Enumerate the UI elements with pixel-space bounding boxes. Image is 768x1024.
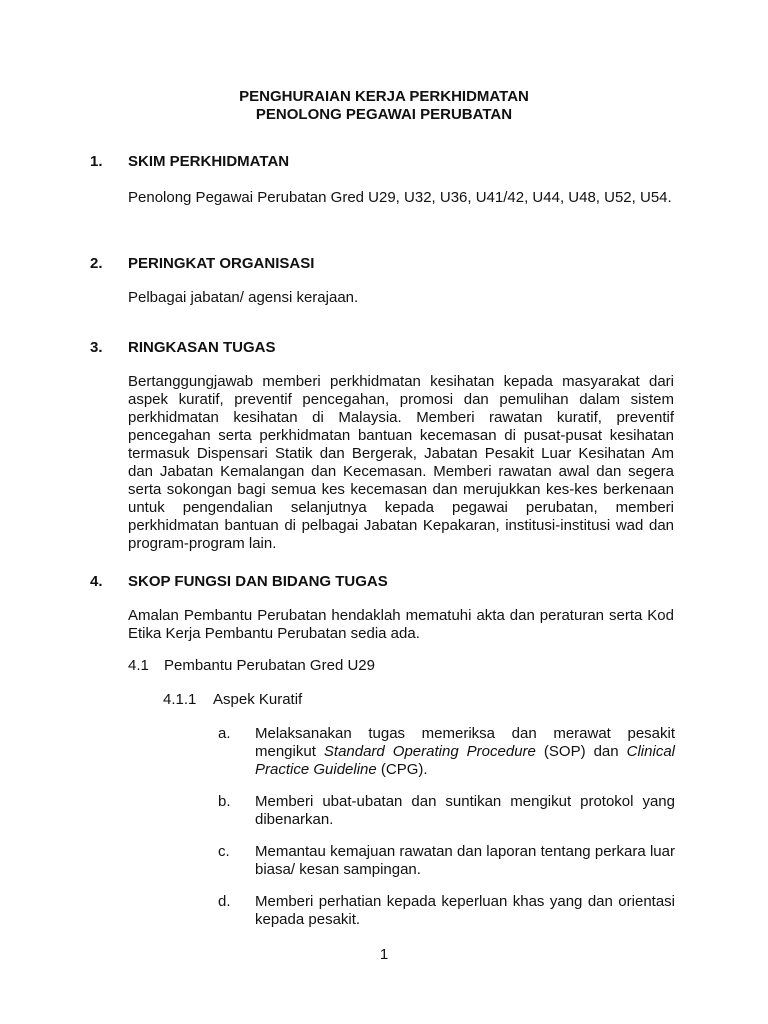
page-number: 1	[379, 946, 389, 963]
item-a-emphasis-1: Standard Operating Procedure	[323, 743, 536, 760]
section-1-heading	[90, 153, 690, 171]
section-number: 4.	[90, 573, 103, 590]
list-item-text	[255, 725, 675, 779]
section-2-body: Pelbagai jabatan/ agensi kerajaan.	[128, 289, 359, 306]
section-title: SKIM PERKHIDMATAN	[128, 153, 290, 170]
item-a-emphasis-2: Clinical Practice Guideline	[255, 743, 675, 778]
section-number: 1.	[90, 153, 103, 170]
title-line-1: PENGHURAIAN KERJA PERKHIDMATAN	[239, 88, 529, 105]
subsection-title: Pembantu Perubatan Gred U29	[164, 657, 375, 674]
subsection-number: 4.1.1	[163, 691, 197, 708]
subsection-number: 4.1	[128, 657, 149, 674]
section-title: PERINGKAT ORGANISASI	[128, 255, 315, 272]
item-a-text-part-2: (SOP) dan	[535, 743, 627, 760]
list-item-text: Memberi ubat-ubatan dan suntikan mengikut protokol yang dibenarkan.	[255, 793, 675, 828]
document-title	[0, 88, 768, 124]
list-item-letter: b.	[218, 793, 231, 810]
title-line-2: PENOLONG PEGAWAI PERUBATAN	[255, 106, 513, 123]
list-item-letter: c.	[218, 843, 230, 860]
section-4-body: Amalan Pembantu Perubatan hendaklah mematuhi akta dan peraturan serta Kod Etika Kerja Pembantu Perubatan sedia ada.	[128, 607, 674, 642]
subsection-4-1	[128, 657, 674, 675]
list-item-text: Memberi perhatian kepada keperluan khas yang dan orientasi kepada pesakit.	[255, 893, 675, 928]
item-a-text-part-3: (CPG).	[376, 761, 428, 778]
section-title: RINGKASAN TUGAS	[128, 339, 276, 356]
subsection-title: Aspek Kuratif	[213, 691, 303, 708]
list-item-letter: d.	[218, 893, 231, 910]
section-1-body: Penolong Pegawai Perubatan Gred U29, U32, U36, U41/42, U44, U48, U52, U54.	[128, 189, 672, 206]
list-item-letter: a.	[218, 725, 231, 742]
list-item-text: Memantau kemajuan rawatan dan laporan tentang perkara luar biasa/ kesan sampingan.	[255, 843, 675, 878]
subsection-4-1-1	[163, 691, 663, 709]
item-a-text-part-1: Melaksanakan tugas memeriksa dan merawat pesakit mengikut	[255, 725, 675, 760]
section-3-body: Bertanggungjawab memberi perkhidmatan kesihatan kepada masyarakat dari aspek kuratif, preventif pencegahan, promosi dan pemulihan dalam sistem perkhidmatan kesihatan di Malaysia. Memberi rawatan kuratif, preventif pencegahan serta perkhidmatan bantuan kecemasan di pusat-pusat kesihatan termasuk Dispensari Statik dan Bergerak, Jabatan Pesakit Luar Kesihatan Am dan Jabatan Kemalangan dan Kecemasan. Memberi rawatan awal dan segera serta sokongan bagi semua kes kecemasan dan merujukkan kes-kes berkenaan untuk pengendalian selanjutnya kepada pegawai perubatan, memberi perkhidmatan bantuan di pelbagai Jabatan Kepakaran, institusi-institusi wad dan program-program lain.	[128, 373, 674, 552]
section-number: 2.	[90, 255, 103, 272]
section-2-heading	[90, 255, 690, 273]
section-number: 3.	[90, 339, 103, 356]
section-3-heading	[90, 339, 690, 357]
section-4-heading	[90, 573, 690, 591]
section-title: SKOP FUNGSI DAN BIDANG TUGAS	[128, 573, 388, 590]
